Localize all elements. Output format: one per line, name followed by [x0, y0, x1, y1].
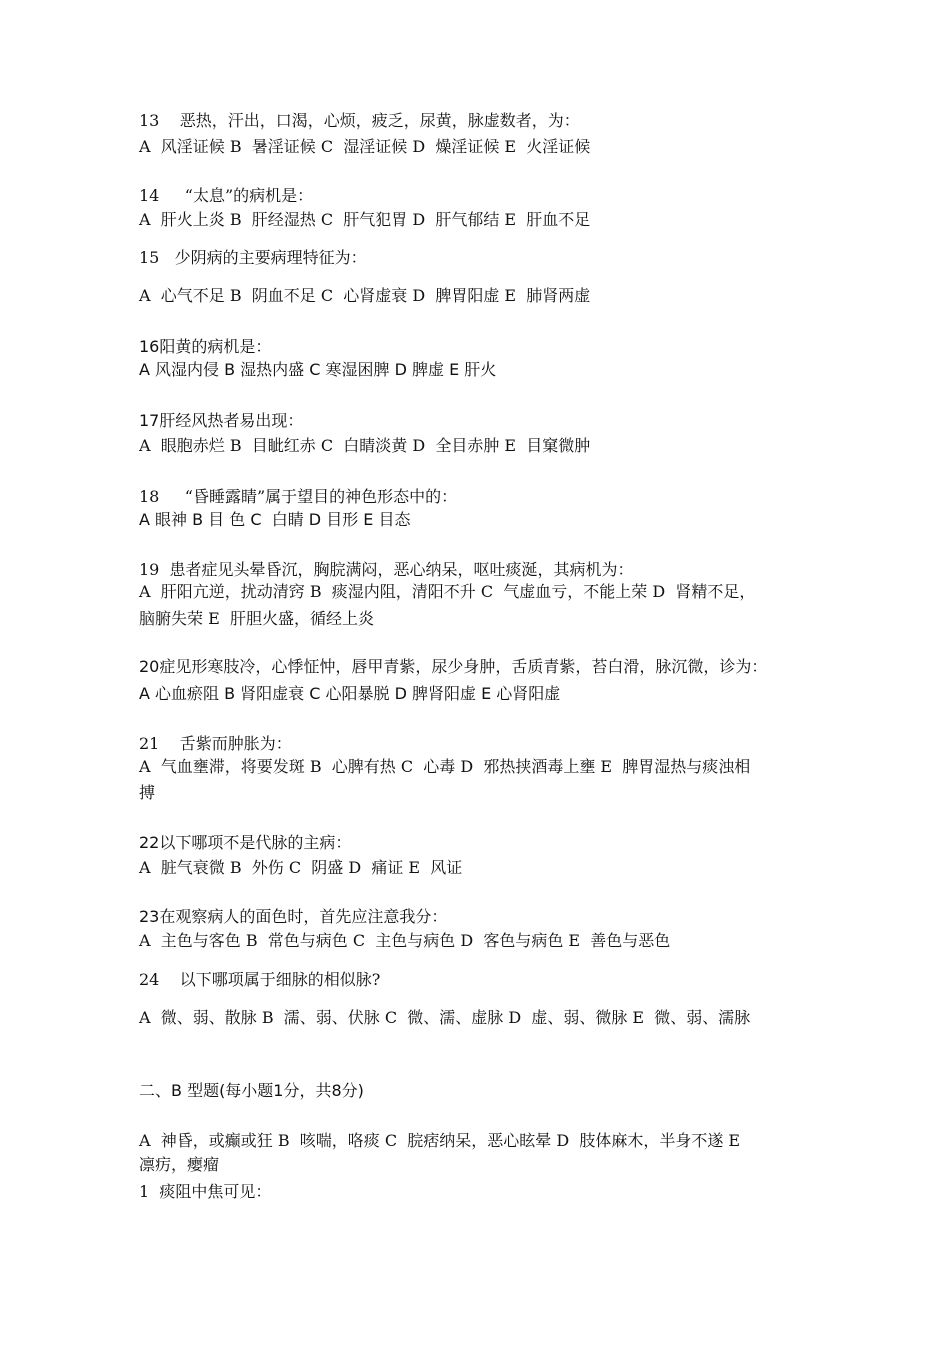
question-15-options: A 心气不足 B 阴血不足 C 心肾虚衰 D 脾胃阳虚 E 肺肾两虚 [139, 286, 591, 305]
question-15-stem: 15 少阴病的主要病理特征为： [139, 248, 367, 267]
question-13-stem: 13 恶热，汗出，口渴，心烦，疲乏，尿黄，脉虚数者，为： [139, 111, 580, 130]
question-18-stem: 18 “昏睡露睛”属于望目的神色形态中的： [139, 487, 458, 506]
question-19-options-line1: A 肝阳亢逆，扰动清窍 B 痰湿内阻，清阳不升 C 气虚血亏，不能上荣 D 肾精不足， [139, 582, 756, 601]
question-16-options: A 风湿内侵 B 湿热内盛 C 寒湿困脾 D 脾虚 E 肝火 [139, 360, 497, 379]
question-18-options: A 眼神 B 目 色 C 白睛 D 目形 E 目态 [139, 510, 411, 529]
question-13-options: A 风淫证候 B 暑淫证候 C 湿淫证候 D 燥淫证候 E 火淫证候 [139, 137, 591, 156]
question-17-stem: 17肝经风热者易出现： [139, 411, 304, 430]
question-21-options-line2: 搏 [139, 783, 156, 802]
question-19-stem: 19 患者症见头晕昏沉，胸脘满闷，恶心纳呆，呕吐痰涎，其病机为： [139, 560, 634, 579]
question-24-options: A 微、弱、散脉 B 濡、弱、伏脉 C 微、濡、虚脉 D 虚、弱、微脉 E 微、弱、濡脉 [139, 1008, 751, 1027]
question-22-stem: 22以下哪项不是代脉的主病： [139, 833, 352, 852]
question-14-options: A 肝火上炎 B 肝经湿热 C 肝气犯胃 D 肝气郁结 E 肝血不足 [139, 210, 591, 229]
question-24-stem: 24 以下哪项属于细脉的相似脉? [139, 970, 381, 989]
section-2-title: 二、B 型题(每小题1分，共8分) [139, 1081, 364, 1100]
question-23-options: A 主色与客色 B 常色与病色 C 主色与病色 D 客色与病色 E 善色与恶色 [139, 931, 671, 950]
section-2-question-1: 1 痰阻中焦可见： [139, 1182, 272, 1201]
question-23-stem: 23在观察病人的面色时，首先应注意我分： [139, 907, 448, 926]
question-20-options: A 心血瘀阻 B 肾阳虚衰 C 心阳暴脱 D 脾肾阳虚 E 心肾阳虚 [139, 684, 561, 703]
question-21-options-line1: A 气血壅滞，将要发斑 B 心脾有热 C 心毒 D 邪热挟酒毒上壅 E 脾胃湿热与痰浊相 [139, 757, 751, 776]
section-2-options-line1: A 神昏，或癫或狂 B 咳喘，咯痰 C 脘痞纳呆，恶心眩晕 D 肢体麻木，半身不遂 E [139, 1131, 741, 1150]
question-17-options: A 眼胞赤烂 B 目眦红赤 C 白睛淡黄 D 全目赤肿 E 目窠微肿 [139, 436, 591, 455]
question-16-stem: 16阳黄的病机是： [139, 337, 272, 356]
question-14-stem: 14 “太息”的病机是： [139, 186, 314, 205]
section-2-options-line2: 凛疠，瘿瘤 [139, 1155, 220, 1174]
question-22-options: A 脏气衰微 B 外伤 C 阴盛 D 痛证 E 风证 [139, 858, 463, 877]
question-19-options-line2: 脑腑失荣 E 肝胆火盛，循经上炎 [139, 609, 374, 628]
question-20-stem: 20症见形寒肢冷，心悸怔忡，唇甲青紫，尿少身肿，舌质青紫，苔白滑，脉沉微，诊为： [139, 657, 768, 676]
question-21-stem: 21 舌紫而肿胀为： [139, 734, 292, 753]
